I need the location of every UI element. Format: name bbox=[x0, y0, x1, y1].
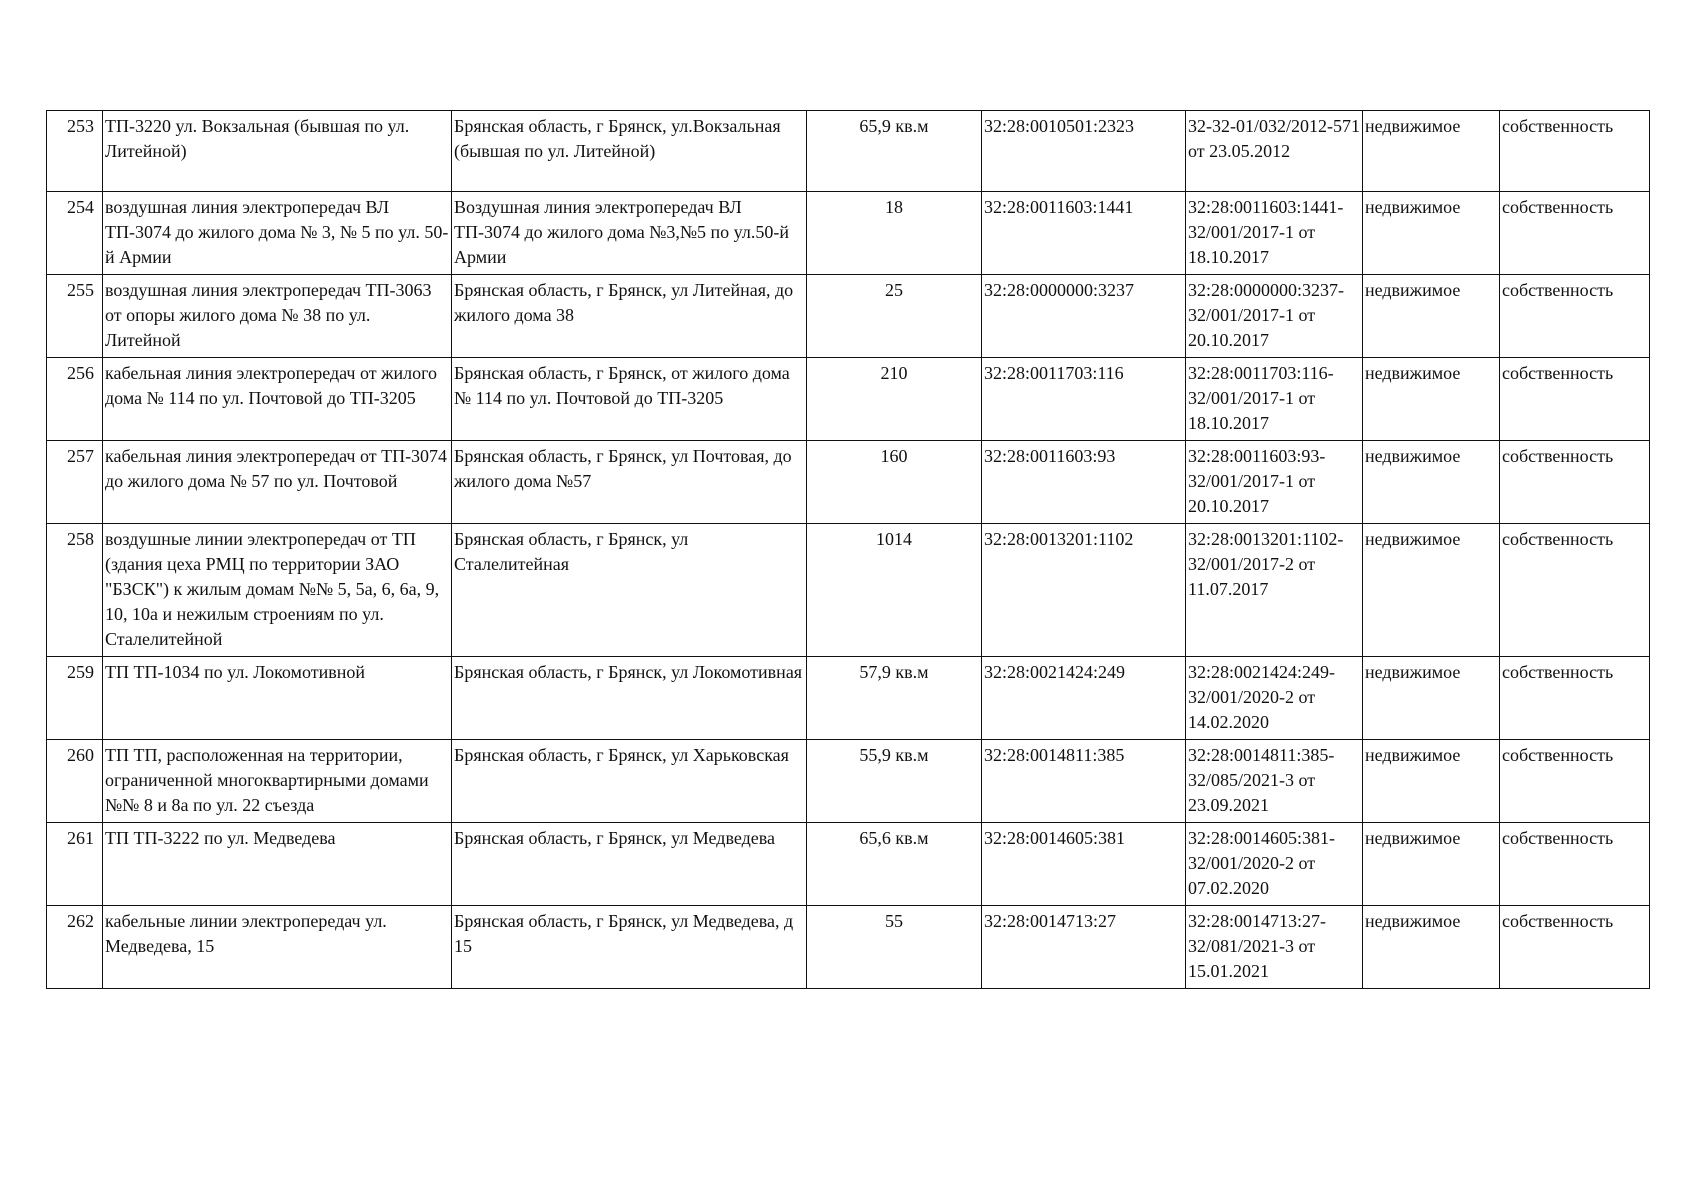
registration-record-text: 32:28:0000000:3237-32/001/2017-1 от 20.10.2017 bbox=[1188, 280, 1344, 350]
property-type-text: недвижимое bbox=[1365, 911, 1461, 931]
object-name-cell bbox=[103, 275, 452, 358]
document-page bbox=[46, 110, 1649, 989]
object-name-text: ТП ТП-1034 по ул. Локомотивной bbox=[105, 662, 365, 682]
cadastral-number-cell bbox=[982, 740, 1186, 823]
area-cell bbox=[807, 358, 982, 441]
cadastral-number-cell bbox=[982, 524, 1186, 657]
property-type-text: недвижимое bbox=[1365, 662, 1461, 682]
table-row bbox=[47, 740, 1650, 823]
area-cell bbox=[807, 823, 982, 906]
cadastral-number-text: 32:28:0010501:2323 bbox=[984, 116, 1135, 136]
address-cell bbox=[452, 906, 807, 989]
object-name-text: кабельная линия электропередач от жилого дома № 114 по ул. Почтовой до ТП-3205 bbox=[105, 363, 438, 408]
area-cell bbox=[807, 740, 982, 823]
address-text: Брянская область, г Брянск, от жилого дома № 114 по ул. Почтовой до ТП-3205 bbox=[454, 363, 790, 408]
right-type-text: собственность bbox=[1502, 529, 1614, 549]
property-type-text: недвижимое bbox=[1365, 529, 1461, 549]
cadastral-number-cell bbox=[982, 441, 1186, 524]
right-type-cell bbox=[1500, 823, 1650, 906]
table-row bbox=[47, 358, 1650, 441]
cadastral-number-text: 32:28:0011603:1441 bbox=[984, 197, 1134, 217]
registration-record-cell bbox=[1186, 275, 1363, 358]
object-name-text: кабельная линия электропередач от ТП-3074 до жилого дома № 57 по ул. Почтовой bbox=[105, 446, 448, 491]
row-number-text: 255 bbox=[67, 280, 94, 300]
row-number-cell bbox=[47, 192, 103, 275]
object-name-text: ТП ТП-3222 по ул. Медведева bbox=[105, 828, 336, 848]
object-name-cell bbox=[103, 823, 452, 906]
object-name-text: ТП-3220 ул. Вокзальная (бывшая по ул. Литейной) bbox=[105, 116, 410, 161]
right-type-text: собственность bbox=[1502, 116, 1614, 136]
cadastral-number-cell bbox=[982, 275, 1186, 358]
registration-record-text: 32:28:0011603:1441-32/001/2017-1 от 18.10.2017 bbox=[1188, 197, 1344, 267]
cadastral-number-text: 32:28:0014605:381 bbox=[984, 828, 1126, 848]
address-text: Брянская область, г Брянск, ул Харьковская bbox=[454, 745, 789, 765]
object-name-text: воздушная линия электропередач ТП-3063 от опоры жилого дома № 38 по ул. Литейной bbox=[105, 280, 432, 350]
address-text: Брянская область, г Брянск, ул Медведева, д 15 bbox=[454, 911, 794, 956]
registration-record-cell bbox=[1186, 358, 1363, 441]
object-name-text: воздушная линия электропередач ВЛ ТП-3074 до жилого дома № 3, № 5 по ул. 50-й Армии bbox=[105, 197, 449, 267]
property-type-cell bbox=[1363, 740, 1500, 823]
row-number-text: 260 bbox=[67, 745, 94, 765]
property-type-text: недвижимое bbox=[1365, 828, 1461, 848]
table-row bbox=[47, 111, 1650, 192]
object-name-cell bbox=[103, 358, 452, 441]
property-type-text: недвижимое bbox=[1365, 116, 1461, 136]
address-cell bbox=[452, 657, 807, 740]
property-type-cell bbox=[1363, 192, 1500, 275]
row-number-text: 256 bbox=[67, 363, 94, 383]
table-row bbox=[47, 192, 1650, 275]
cadastral-number-cell bbox=[982, 906, 1186, 989]
area-text: 65,9 кв.м bbox=[859, 116, 929, 136]
area-text: 55,9 кв.м bbox=[859, 745, 929, 765]
area-cell bbox=[807, 275, 982, 358]
cadastral-number-cell bbox=[982, 823, 1186, 906]
table-row bbox=[47, 441, 1650, 524]
area-text: 57,9 кв.м bbox=[859, 662, 929, 682]
right-type-text: собственность bbox=[1502, 446, 1614, 466]
address-cell bbox=[452, 740, 807, 823]
address-cell bbox=[452, 111, 807, 192]
table-row bbox=[47, 275, 1650, 358]
cadastral-number-text: 32:28:0000000:3237 bbox=[984, 280, 1135, 300]
area-cell bbox=[807, 192, 982, 275]
area-text: 25 bbox=[885, 280, 903, 300]
object-name-text: ТП ТП, расположенная на территории, ограниченной многоквартирными домами №№ 8 и 8а по ул. 22 съезда bbox=[105, 745, 429, 815]
object-name-cell bbox=[103, 740, 452, 823]
area-cell bbox=[807, 441, 982, 524]
row-number-cell bbox=[47, 111, 103, 192]
object-name-cell bbox=[103, 524, 452, 657]
registration-record-text: 32-32-01/032/2012-571 от 23.05.2012 bbox=[1188, 116, 1360, 161]
area-text: 65,6 кв.м bbox=[859, 828, 929, 848]
row-number-cell bbox=[47, 524, 103, 657]
row-number-cell bbox=[47, 441, 103, 524]
property-type-text: недвижимое bbox=[1365, 745, 1461, 765]
cadastral-number-text: 32:28:0014811:385 bbox=[984, 745, 1125, 765]
property-type-cell bbox=[1363, 111, 1500, 192]
object-name-text: воздушные линии электропередач от ТП (здания цеха РМЦ по территории ЗАО "БЗСК") к жилым домам №№ 5, 5а, 6, 6а, 9, 10, 10а и нежилым строениям по ул. Сталелитейной bbox=[105, 529, 440, 649]
cadastral-number-cell bbox=[982, 657, 1186, 740]
table-row bbox=[47, 657, 1650, 740]
property-registry-table bbox=[46, 110, 1650, 989]
cadastral-number-cell bbox=[982, 192, 1186, 275]
right-type-text: собственность bbox=[1502, 662, 1614, 682]
registration-record-cell bbox=[1186, 657, 1363, 740]
property-type-cell bbox=[1363, 906, 1500, 989]
right-type-cell bbox=[1500, 275, 1650, 358]
property-type-text: недвижимое bbox=[1365, 280, 1461, 300]
object-name-cell bbox=[103, 906, 452, 989]
cadastral-number-text: 32:28:0013201:1102 bbox=[984, 529, 1134, 549]
registration-record-cell bbox=[1186, 906, 1363, 989]
registration-record-text: 32:28:0014713:27-32/081/2021-3 от 15.01.2021 bbox=[1188, 911, 1326, 981]
property-type-cell bbox=[1363, 524, 1500, 657]
table-row bbox=[47, 524, 1650, 657]
property-type-cell bbox=[1363, 275, 1500, 358]
address-cell bbox=[452, 823, 807, 906]
object-name-cell bbox=[103, 192, 452, 275]
address-text: Брянская область, г Брянск, ул Локомотивная bbox=[454, 662, 803, 682]
right-type-text: собственность bbox=[1502, 280, 1614, 300]
address-text: Брянская область, г Брянск, ул Почтовая, до жилого дома №57 bbox=[454, 446, 792, 491]
area-text: 1014 bbox=[876, 529, 912, 549]
object-name-cell bbox=[103, 657, 452, 740]
area-text: 18 bbox=[885, 197, 903, 217]
registration-record-cell bbox=[1186, 192, 1363, 275]
registration-record-cell bbox=[1186, 111, 1363, 192]
registration-record-cell bbox=[1186, 740, 1363, 823]
property-type-cell bbox=[1363, 358, 1500, 441]
right-type-text: собственность bbox=[1502, 745, 1614, 765]
row-number-text: 253 bbox=[67, 116, 94, 136]
right-type-text: собственность bbox=[1502, 911, 1614, 931]
row-number-cell bbox=[47, 358, 103, 441]
row-number-text: 258 bbox=[67, 529, 94, 549]
object-name-text: кабельные линии электропередач ул. Медведева, 15 bbox=[105, 911, 387, 956]
row-number-text: 262 bbox=[67, 911, 94, 931]
right-type-cell bbox=[1500, 111, 1650, 192]
registry-rows bbox=[47, 111, 1650, 989]
registration-record-cell bbox=[1186, 524, 1363, 657]
cadastral-number-text: 32:28:0011703:116 bbox=[984, 363, 1124, 383]
table-row bbox=[47, 906, 1650, 989]
cadastral-number-text: 32:28:0014713:27 bbox=[984, 911, 1117, 931]
row-number-cell bbox=[47, 657, 103, 740]
property-type-cell bbox=[1363, 441, 1500, 524]
address-text: Брянская область, г Брянск, ул.Вокзальная (бывшая по ул. Литейной) bbox=[454, 116, 781, 161]
cadastral-number-text: 32:28:0011603:93 bbox=[984, 446, 1116, 466]
registration-record-text: 32:28:0021424:249-32/001/2020-2 от 14.02.2020 bbox=[1188, 662, 1335, 732]
row-number-text: 257 bbox=[67, 446, 94, 466]
address-cell bbox=[452, 441, 807, 524]
property-type-cell bbox=[1363, 823, 1500, 906]
registration-record-text: 32:28:0013201:1102-32/001/2017-2 от 11.07.2017 bbox=[1188, 529, 1344, 599]
right-type-cell bbox=[1500, 657, 1650, 740]
cadastral-number-cell bbox=[982, 358, 1186, 441]
registration-record-cell bbox=[1186, 441, 1363, 524]
row-number-text: 254 bbox=[67, 197, 94, 217]
table-row bbox=[47, 823, 1650, 906]
right-type-cell bbox=[1500, 906, 1650, 989]
area-cell bbox=[807, 906, 982, 989]
row-number-cell bbox=[47, 906, 103, 989]
property-type-cell bbox=[1363, 657, 1500, 740]
property-type-text: недвижимое bbox=[1365, 363, 1461, 383]
cadastral-number-cell bbox=[982, 111, 1186, 192]
area-cell bbox=[807, 524, 982, 657]
row-number-text: 261 bbox=[67, 828, 94, 848]
property-type-text: недвижимое bbox=[1365, 197, 1461, 217]
area-text: 160 bbox=[880, 446, 908, 466]
address-text: Брянская область, г Брянск, ул Литейная, до жилого дома 38 bbox=[454, 280, 794, 325]
area-cell bbox=[807, 657, 982, 740]
property-type-text: недвижимое bbox=[1365, 446, 1461, 466]
registration-record-cell bbox=[1186, 823, 1363, 906]
right-type-text: собственность bbox=[1502, 828, 1614, 848]
cadastral-number-text: 32:28:0021424:249 bbox=[984, 662, 1126, 682]
right-type-cell bbox=[1500, 740, 1650, 823]
right-type-cell bbox=[1500, 524, 1650, 657]
address-cell bbox=[452, 275, 807, 358]
address-text: Брянская область, г Брянск, ул Сталелитейная bbox=[454, 529, 689, 574]
object-name-cell bbox=[103, 111, 452, 192]
object-name-cell bbox=[103, 441, 452, 524]
right-type-cell bbox=[1500, 192, 1650, 275]
row-number-text: 259 bbox=[67, 662, 94, 682]
registration-record-text: 32:28:0011703:116-32/001/2017-1 от 18.10.2017 bbox=[1188, 363, 1334, 433]
area-text: 55 bbox=[885, 911, 903, 931]
row-number-cell bbox=[47, 275, 103, 358]
address-cell bbox=[452, 358, 807, 441]
row-number-cell bbox=[47, 823, 103, 906]
area-cell bbox=[807, 111, 982, 192]
address-cell bbox=[452, 192, 807, 275]
registration-record-text: 32:28:0014811:385-32/085/2021-3 от 23.09.2021 bbox=[1188, 745, 1335, 815]
address-cell bbox=[452, 524, 807, 657]
address-text: Воздушная линия электропередач ВЛ ТП-3074 до жилого дома №3,№5 по ул.50-й Армии bbox=[454, 197, 790, 267]
registration-record-text: 32:28:0014605:381-32/001/2020-2 от 07.02.2020 bbox=[1188, 828, 1335, 898]
right-type-text: собственность bbox=[1502, 197, 1614, 217]
area-text: 210 bbox=[880, 363, 908, 383]
right-type-cell bbox=[1500, 358, 1650, 441]
registration-record-text: 32:28:0011603:93-32/001/2017-1 от 20.10.2017 bbox=[1188, 446, 1326, 516]
right-type-cell bbox=[1500, 441, 1650, 524]
right-type-text: собственность bbox=[1502, 363, 1614, 383]
address-text: Брянская область, г Брянск, ул Медведева bbox=[454, 828, 776, 848]
row-number-cell bbox=[47, 740, 103, 823]
